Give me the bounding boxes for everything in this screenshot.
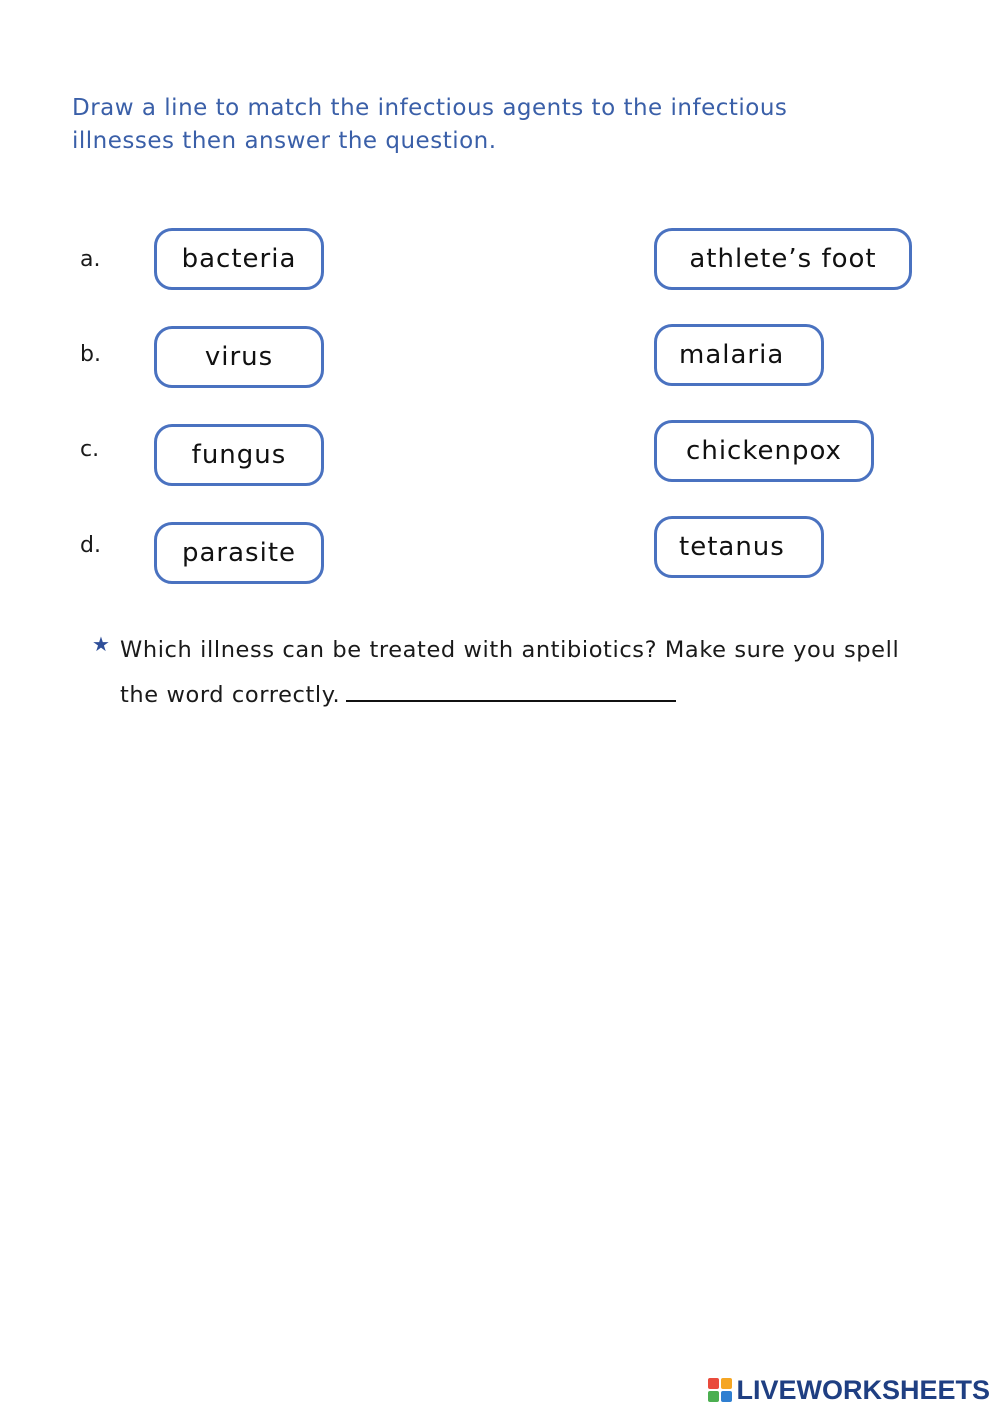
illness-box-malaria[interactable] <box>654 324 824 386</box>
illness-label: tetanus <box>679 532 785 562</box>
agent-box-parasite[interactable] <box>154 522 324 584</box>
row-label-d: d. <box>80 533 101 558</box>
liveworksheets-logo <box>708 1375 990 1405</box>
illness-label: athlete’s foot <box>689 244 877 274</box>
row-label-b: b. <box>80 342 101 367</box>
row-label-c: c. <box>80 437 100 462</box>
agent-label: bacteria <box>181 244 297 274</box>
answer-blank[interactable] <box>346 678 676 702</box>
illness-box-chickenpox[interactable] <box>654 420 874 482</box>
star-icon: ★ <box>92 632 110 656</box>
agent-label: virus <box>204 342 274 372</box>
row-label-a: a. <box>80 247 101 272</box>
agent-label: parasite <box>181 538 297 568</box>
illness-label: chickenpox <box>686 436 842 466</box>
question-block <box>120 628 940 718</box>
agent-box-fungus[interactable] <box>154 424 324 486</box>
agent-box-bacteria[interactable] <box>154 228 324 290</box>
illness-box-tetanus[interactable] <box>654 516 824 578</box>
agent-box-virus[interactable] <box>154 326 324 388</box>
liveworksheets-logo-icon <box>708 1378 732 1402</box>
agent-label: fungus <box>191 440 287 470</box>
instructions-text: Draw a line to match the infectious agents to the infectious illnesses then answer the question. <box>72 95 788 154</box>
logo-text: LIVEWORKSHEETS <box>736 1374 990 1405</box>
illness-box-athletes-foot[interactable] <box>654 228 912 290</box>
question-text: Which illness can be treated with antibiotics? Make sure you spell the word correctly. <box>120 637 900 708</box>
illness-label: malaria <box>679 340 785 370</box>
